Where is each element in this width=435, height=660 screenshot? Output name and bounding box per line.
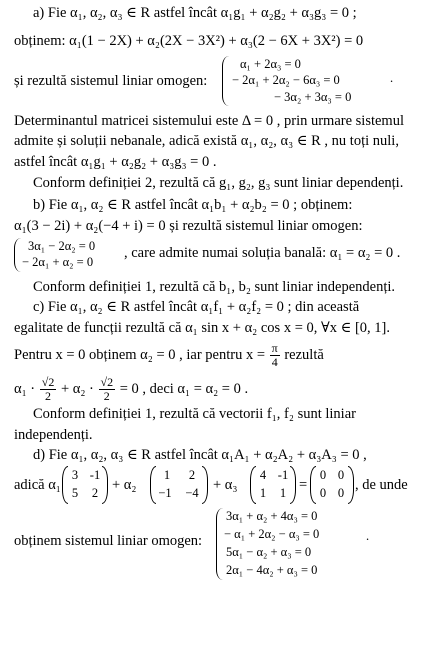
matrix-cell: 0	[319, 486, 327, 500]
part-c-line-3-text: Pentru x = 0 obținem α₂ = 0 , iar pentru x =	[14, 346, 266, 363]
system-b-row-1: 3α₁ − 2α₂ = 0	[28, 239, 96, 253]
part-a-line-3: și rezultă sistemul liniar omogen:	[14, 73, 208, 89]
system-d-row-4: 2α₁ − 4α₂ + α₃ = 0	[226, 563, 318, 577]
matrix-a1	[62, 466, 108, 504]
matrix-cell: −1	[158, 486, 172, 500]
fraction-numerator: π	[271, 341, 278, 355]
matrix-cell: 1	[163, 468, 171, 482]
part-d-line-1: d) Fie α₁, α₂, α₃ ∈ R astfel încât α₁A₁ + α₂A₂ + α₃A₃ = 0 ,	[33, 447, 367, 463]
part-d-obtinem: obținem sistemul liniar omogen:	[14, 533, 203, 549]
part-a-line-7: Conform definiției 2, rezultă că g₁, g₂, g₃ sunt liniar dependenți.	[33, 175, 404, 191]
matrix-cell: 5	[71, 486, 79, 500]
system-a-row-2: − 2α₁ + 2α₂ − 6α₃ = 0	[232, 73, 340, 87]
system-d	[216, 508, 376, 580]
system-b-row-2: − 2α₁ + α₂ = 0	[22, 255, 94, 269]
fraction-denominator: 2	[40, 389, 57, 403]
part-c-line-5: Conform definiției 1, rezultă că vectorii f₁, f₂ sunt liniar	[33, 406, 356, 422]
matrix-cell: 0	[337, 468, 345, 482]
part-d-adica: adică α₁	[14, 477, 61, 493]
matrix-zero	[310, 466, 354, 504]
system-d-row-3: 5α₁ − α₂ + α₃ = 0	[226, 545, 312, 559]
part-a-line-2: obținem: α₁(1 − 2X) + α₂(2X − 3X²) + α₃(2 − 6X + 3X²) = 0	[14, 33, 364, 49]
matrix-cell: 3	[71, 468, 79, 482]
fraction-denominator: 2	[99, 389, 116, 403]
matrix-cell: 0	[319, 468, 327, 482]
system-a-row-3: − 3α₂ + 3α₃ = 0	[274, 90, 352, 104]
part-c-line-4	[14, 376, 248, 403]
fraction-numerator: √2	[41, 375, 55, 389]
plus-alpha2: + α₂	[112, 477, 137, 493]
system-a-end: .	[390, 71, 394, 85]
part-a-line-6: astfel încât α₁g₁ + α₂g₂ + α₃g₃ = 0 .	[14, 154, 217, 170]
part-b-line-4: Conform definiției 1, rezultă că b₁, b₂ sunt liniar independenți.	[33, 279, 396, 295]
part-a-line-5: admite și soluții nebanale, adică există α₁, α₂, α₃ ∈ R , nu toți nuli,	[14, 133, 399, 149]
system-a	[222, 56, 412, 106]
part-a-line-4: Determinantul matricei sistemului este Δ = 0 , prin urmare sistemul	[14, 113, 404, 129]
matrix-cell: 0	[337, 486, 345, 500]
matrix-cell: 4	[259, 468, 267, 482]
matrix-cell: -1	[89, 468, 101, 482]
equals-sign: =	[299, 477, 308, 493]
part-c-line-2: egalitate de funcții rezultă că α₁ sin x + α₂ cos x = 0, ∀x ∈ [0, 1].	[14, 320, 391, 336]
part-b-line-1: b) Fie α₁, α₂ ∈ R astfel încât α₁b₁ + α₂b₂ = 0 ; obținem:	[33, 197, 353, 213]
matrix-cell: -1	[277, 468, 289, 482]
part-c-line-3	[14, 342, 324, 369]
right-paren	[202, 466, 208, 504]
part-b-line-2: α₁(3 − 2i) + α₂(−4 + i) = 0 și rezultă sistemul liniar omogen:	[14, 218, 363, 234]
system-d-row-1: 3α₁ + α₂ + 4α₃ = 0	[226, 509, 318, 523]
matrix-cell: −4	[185, 486, 199, 500]
part-b-line-3: , care admite numai soluția banală: α₁ = α₂ = 0 .	[124, 245, 401, 261]
system-a-row-1: α₁ + 2α₃ = 0	[240, 57, 301, 71]
system-d-row-2: − α₁ + 2α₂ − α₃ = 0	[224, 527, 320, 541]
brace	[14, 238, 22, 272]
part-a-line-1: a) Fie α₁, α₂, α₃ ∈ R astfel încât α₁g₁ + α₂g₂ + α₃g₃ = 0 ;	[33, 5, 357, 21]
matrix-a2	[150, 466, 208, 504]
pi-over-4-fraction	[270, 342, 280, 369]
matrix-cell: 1	[259, 486, 267, 500]
brace	[216, 508, 224, 580]
fraction-numerator: √2	[100, 375, 114, 389]
left-paren	[150, 466, 156, 504]
sqrt2-over-2-fraction-2	[99, 376, 116, 403]
brace	[222, 56, 230, 106]
part-c-line-4-middle: + α₂ ·	[60, 380, 94, 397]
matrix-cell: 2	[188, 468, 196, 482]
part-c-line-4-end: = 0 , deci α₁ = α₂ = 0 .	[119, 380, 249, 397]
fraction-denominator: 4	[270, 355, 280, 369]
sqrt2-over-2-fraction-1	[40, 376, 57, 403]
matrix-cell: 2	[91, 486, 99, 500]
part-c-line-1: c) Fie α₁, α₂ ∈ R astfel încât α₁f₁ + α₂f₂ = 0 ; din această	[33, 299, 360, 315]
part-c-line-3-tail: rezultă	[284, 346, 324, 363]
system-b	[14, 238, 124, 272]
system-d-end: .	[366, 529, 370, 543]
part-c-line-6: independenți.	[14, 427, 93, 443]
part-c-line-4-start: α₁ ·	[14, 380, 36, 397]
part-d-de-unde: , de unde	[355, 477, 408, 493]
matrix-a3	[250, 466, 296, 504]
plus-alpha3: + α₃	[213, 477, 238, 493]
matrix-cell: 1	[279, 486, 287, 500]
